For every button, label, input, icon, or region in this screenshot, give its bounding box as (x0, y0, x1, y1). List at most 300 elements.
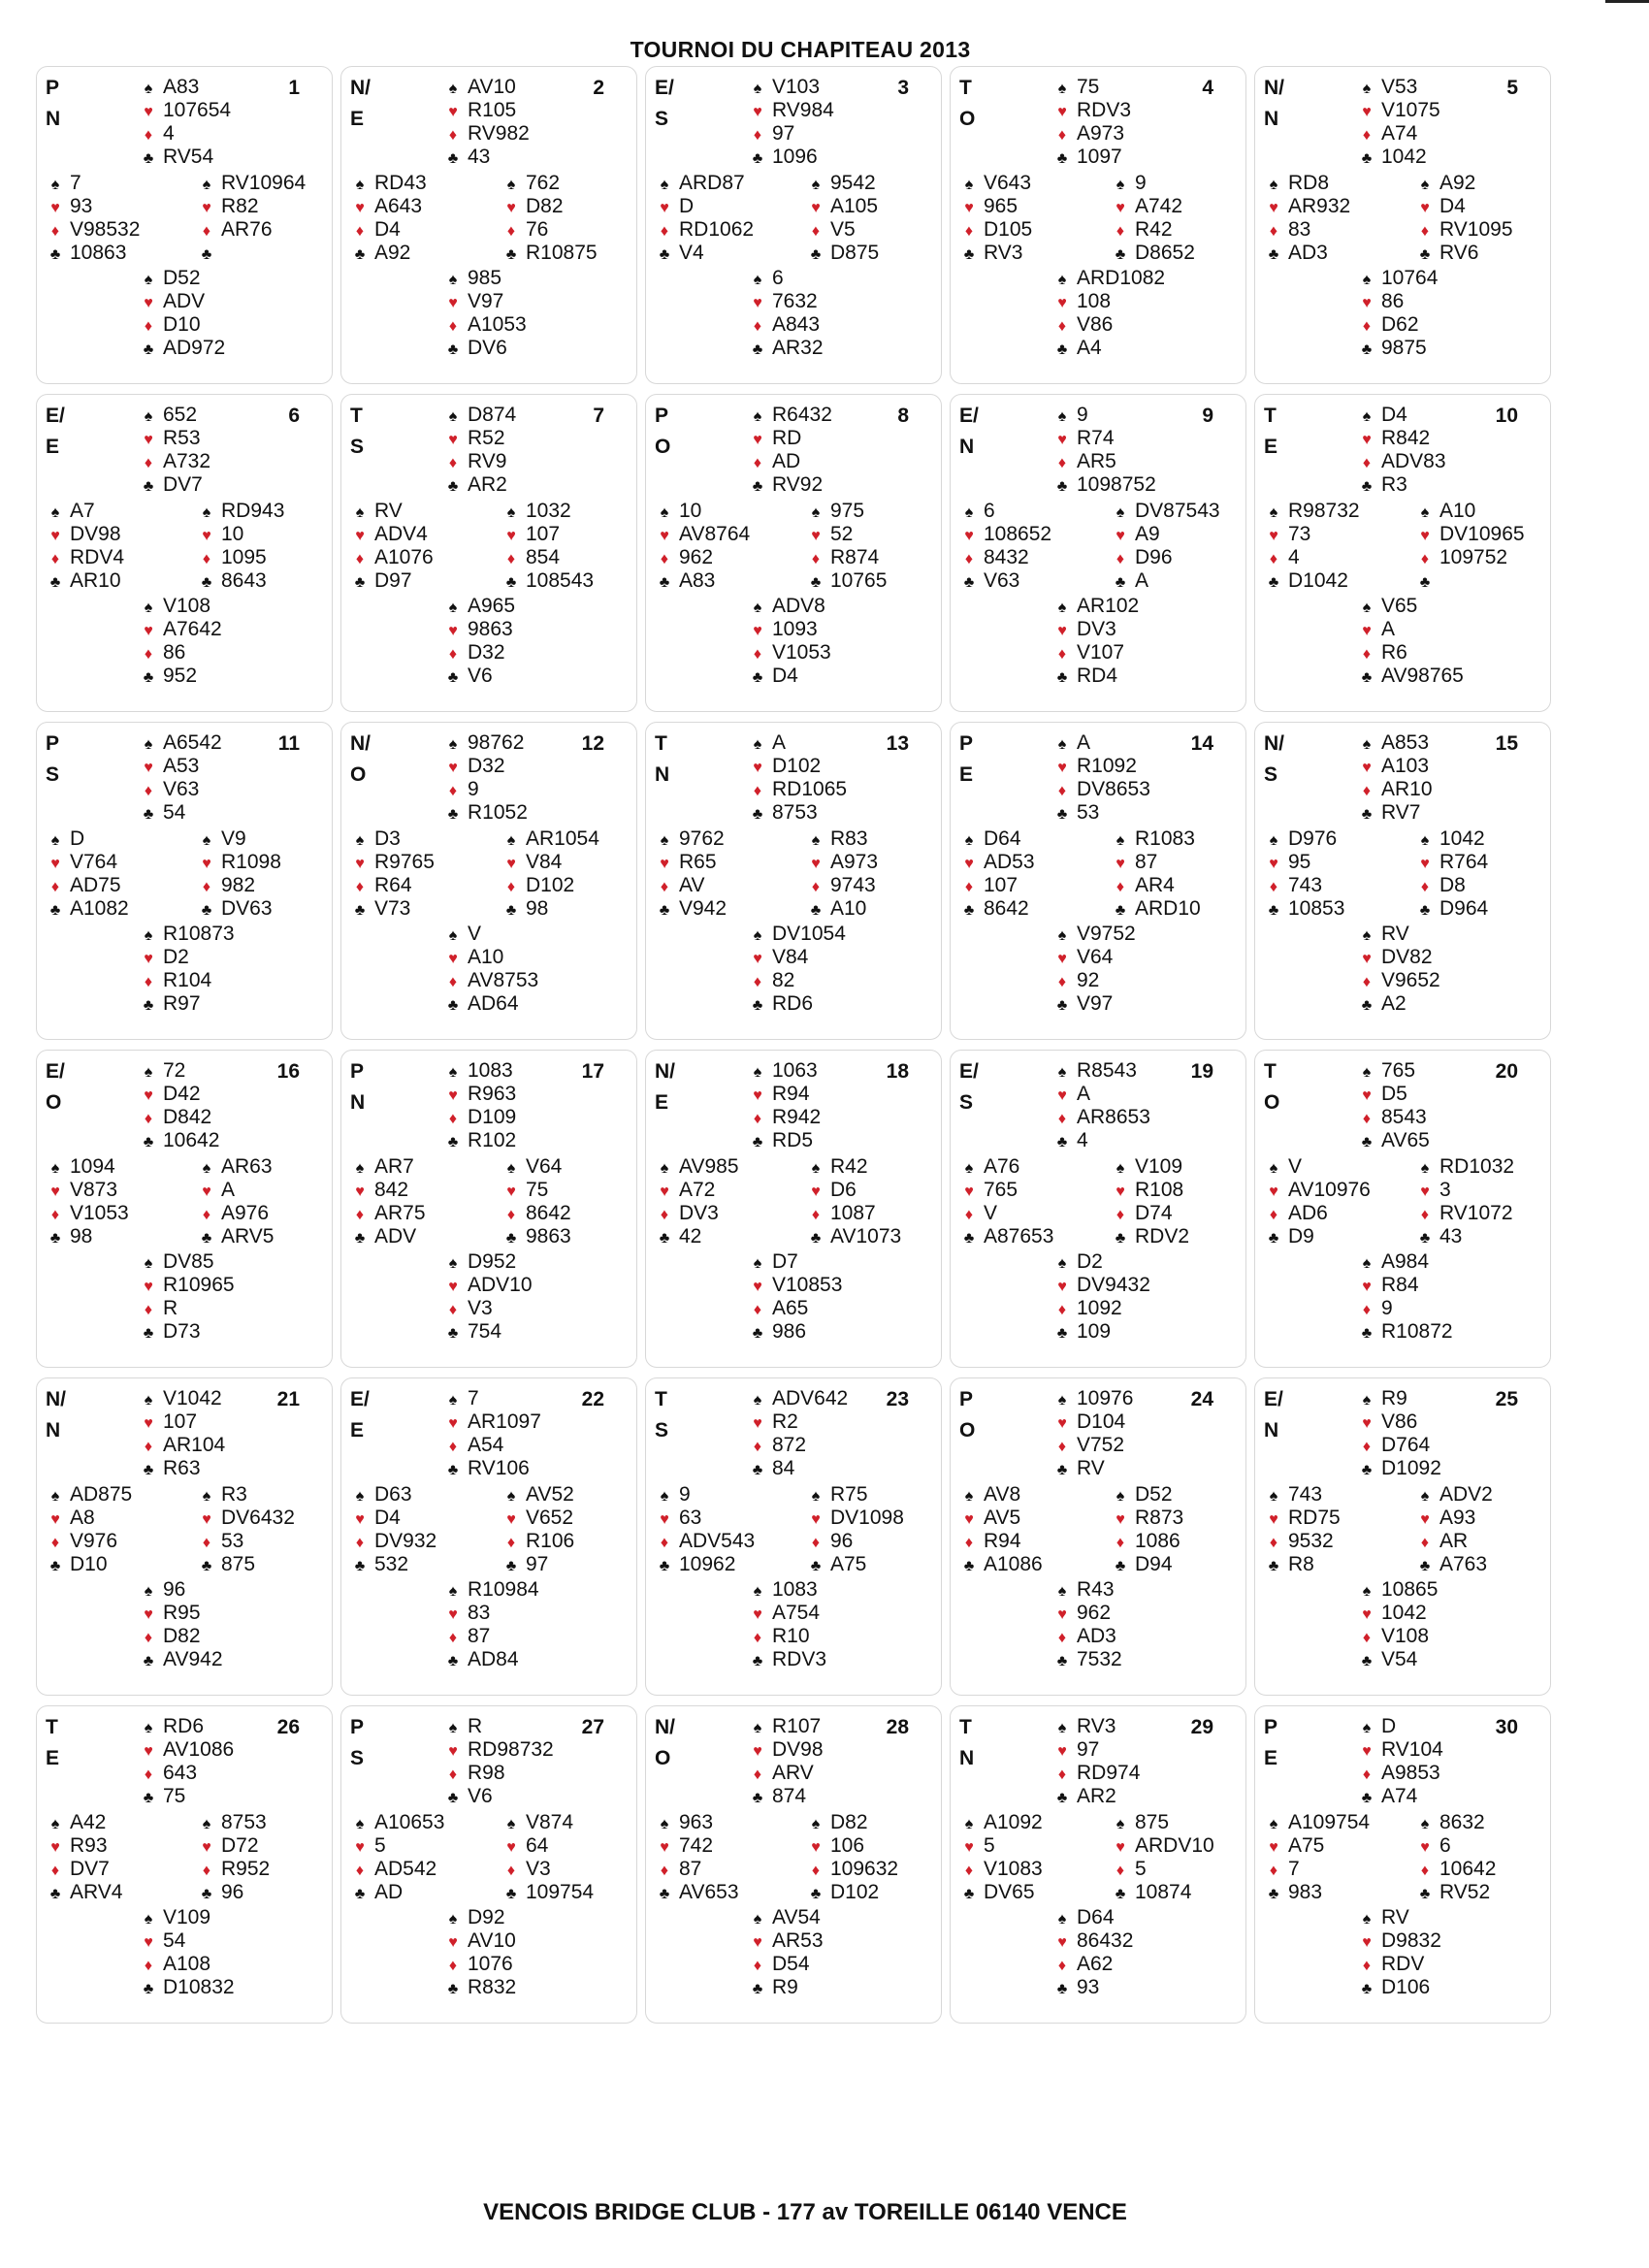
west-club-cards: V4 (679, 242, 704, 264)
south-heart-cards: V64 (1077, 946, 1114, 968)
south-diamond-row (1048, 641, 1139, 664)
east-diamond-row (1410, 1202, 1514, 1225)
east-diamond-row (497, 1530, 574, 1553)
spade-icon: ♠ (964, 1488, 974, 1505)
east-spade-cards: 9542 (830, 172, 876, 194)
north-spade-row (438, 1059, 516, 1083)
south-spade-row (438, 595, 515, 618)
north-heart-cards: R94 (772, 1083, 810, 1105)
south-club-cards: AD64 (468, 992, 519, 1015)
east-club-cards: RDV2 (1135, 1225, 1190, 1247)
south-diamond-row (438, 641, 515, 664)
south-diamond-cards: 92 (1077, 969, 1100, 991)
south-heart-cards: A10 (468, 946, 504, 968)
club-icon: ♣ (659, 1558, 670, 1574)
east-diamond-row (192, 1202, 274, 1225)
north-spade-row (134, 731, 222, 755)
west-spade-row (1259, 500, 1360, 523)
board-dealer-vulnerability (46, 401, 65, 463)
west-diamond-row (41, 218, 140, 242)
west-heart-cards: RD75 (1288, 1507, 1341, 1529)
diamond-icon: ♦ (1420, 1207, 1430, 1223)
dealer-label: T (46, 1716, 58, 1738)
north-hand (1048, 404, 1156, 497)
dealer-label: E/ (1264, 1388, 1283, 1410)
west-heart-cards: 5 (374, 1834, 386, 1857)
west-spade-cards: D (70, 827, 85, 850)
south-diamond-cards: R10 (772, 1625, 810, 1647)
east-spade-row (801, 1155, 901, 1179)
board-number: 12 (581, 732, 604, 755)
dealer-label: E/ (46, 1060, 65, 1083)
east-heart-row (497, 1179, 571, 1202)
east-spade-cards: DV87543 (1135, 500, 1220, 522)
east-club-row (801, 242, 879, 265)
heart-icon: ♥ (202, 1183, 211, 1200)
board-5 (1254, 66, 1551, 384)
diamond-icon: ♦ (1116, 1207, 1125, 1223)
east-club-cards: RV52 (1439, 1881, 1491, 1903)
south-diamond-cards: AD3 (1077, 1625, 1116, 1647)
west-spade-row (1259, 172, 1350, 195)
west-heart-cards: 5 (984, 1834, 995, 1857)
west-spade-cards: D976 (1288, 827, 1338, 850)
west-spade-cards: AV985 (679, 1155, 739, 1178)
north-heart-cards: V1075 (1381, 99, 1440, 121)
west-spade-row (954, 1155, 1053, 1179)
spade-icon: ♠ (660, 832, 669, 849)
club-icon: ♣ (1268, 902, 1279, 919)
south-diamond-row (1048, 1953, 1133, 1976)
heart-icon: ♥ (1057, 951, 1067, 967)
club-icon: ♣ (752, 669, 763, 686)
dealer-label: P (350, 1716, 365, 1738)
north-club-row (1048, 473, 1156, 497)
club-icon: ♣ (963, 1558, 975, 1574)
vulnerability-label: O (46, 1091, 62, 1114)
diamond-icon: ♦ (144, 1630, 153, 1646)
south-diamond-cards: AV8753 (468, 969, 539, 991)
club-icon: ♣ (752, 1981, 763, 1997)
south-spade-cards: 10865 (1381, 1578, 1439, 1601)
south-hand (438, 267, 527, 360)
club-icon: ♣ (1056, 1462, 1068, 1478)
south-diamond-cards: 86 (163, 641, 186, 664)
spade-icon: ♠ (1420, 177, 1430, 193)
south-spade-row (438, 1578, 539, 1602)
diamond-icon: ♦ (50, 879, 60, 895)
north-hand (134, 1715, 234, 1808)
spade-icon: ♠ (1057, 1583, 1067, 1600)
west-club-row (650, 1553, 755, 1576)
west-heart-row (41, 1834, 122, 1858)
west-diamond-cards: AR75 (374, 1202, 426, 1224)
west-club-cards: R8 (1288, 1553, 1314, 1575)
south-heart-row (1352, 1929, 1441, 1953)
south-heart-cards: V10853 (772, 1274, 843, 1296)
south-spade-row (1352, 1250, 1453, 1274)
north-diamond-row (134, 1106, 219, 1129)
west-heart-row (954, 1179, 1053, 1202)
east-diamond-cards: 1086 (1135, 1530, 1180, 1552)
north-hand (743, 404, 832, 497)
north-heart-cards: RV104 (1381, 1738, 1443, 1761)
heart-icon: ♥ (964, 1839, 974, 1856)
east-diamond-row (1106, 1530, 1183, 1553)
east-club-cards: D964 (1439, 897, 1489, 920)
club-icon: ♣ (963, 246, 975, 263)
west-spade-row (954, 827, 1035, 851)
heart-icon: ♥ (144, 1606, 153, 1623)
vulnerability-label: S (655, 1419, 669, 1442)
spade-icon: ♠ (753, 408, 762, 425)
south-diamond-cards: V9652 (1381, 969, 1440, 991)
west-heart-cards: 108652 (984, 523, 1052, 545)
diamond-icon: ♦ (355, 1863, 365, 1879)
north-spade-row (134, 1715, 234, 1738)
east-heart-row (801, 1507, 904, 1530)
diamond-icon: ♦ (1116, 223, 1125, 240)
west-heart-cards: 93 (70, 195, 93, 217)
club-icon: ♣ (49, 1886, 61, 1902)
dealer-label: T (959, 1716, 972, 1738)
club-icon: ♣ (1361, 997, 1373, 1014)
heart-icon: ♥ (506, 528, 516, 544)
club-icon: ♣ (1419, 1230, 1431, 1247)
west-spade-cards: ARD87 (679, 172, 745, 194)
board-29 (950, 1705, 1246, 2024)
north-heart-cards: R1092 (1077, 755, 1137, 777)
west-heart-cards: A72 (679, 1179, 716, 1201)
club-icon: ♣ (1115, 246, 1126, 263)
spade-icon: ♠ (355, 504, 365, 521)
heart-icon: ♥ (1269, 200, 1278, 216)
heart-icon: ♥ (506, 200, 516, 216)
south-spade-cards: V108 (163, 595, 211, 617)
west-club-row (954, 569, 1051, 593)
east-spade-cards: A10 (1439, 500, 1476, 522)
east-club-cards: 9863 (526, 1225, 571, 1247)
north-diamond-cards: AR10 (1381, 778, 1433, 800)
club-icon: ♣ (143, 1134, 154, 1150)
south-spade-cards: D52 (163, 267, 201, 289)
east-club-cards: ARV5 (221, 1225, 275, 1247)
diamond-icon: ♦ (1362, 127, 1372, 144)
diamond-icon: ♦ (506, 879, 516, 895)
north-spade-row (1352, 76, 1440, 99)
boards-grid (36, 66, 1554, 2025)
east-heart-cards: R82 (221, 195, 259, 217)
west-diamond-cards: AD75 (70, 874, 121, 896)
diamond-icon: ♦ (1269, 551, 1278, 567)
board-21 (36, 1377, 333, 1696)
east-hand (497, 172, 598, 265)
diamond-icon: ♦ (144, 1302, 153, 1318)
north-diamond-cards: 97 (772, 122, 795, 145)
east-hand (1410, 500, 1525, 593)
heart-icon: ♥ (144, 295, 153, 311)
club-icon: ♣ (1056, 806, 1068, 823)
north-club-row (1048, 1785, 1140, 1808)
heart-icon: ♥ (753, 1415, 762, 1432)
vulnerability-label: S (959, 1091, 974, 1114)
west-diamond-row (1259, 218, 1350, 242)
south-spade-row (1048, 1906, 1133, 1929)
south-heart-row (134, 1602, 223, 1625)
south-club-cards: RD6 (772, 992, 814, 1015)
south-club-cards: 9875 (1381, 337, 1427, 359)
diamond-icon: ♦ (1362, 1302, 1372, 1318)
club-icon: ♣ (1056, 150, 1068, 167)
west-hand (1259, 1483, 1341, 1576)
north-club-row (1048, 1129, 1150, 1152)
south-heart-cards: DV9432 (1077, 1274, 1150, 1296)
heart-icon: ♥ (202, 1511, 211, 1528)
heart-icon: ♥ (811, 200, 821, 216)
east-spade-cards: AR63 (221, 1155, 273, 1178)
north-club-cards: 8753 (772, 801, 818, 824)
east-heart-row (801, 1834, 898, 1858)
east-club-row (1410, 1881, 1496, 1904)
diamond-icon: ♦ (660, 223, 669, 240)
south-hand (743, 1906, 824, 1999)
north-spade-row (743, 1059, 821, 1083)
vulnerability-label: N (46, 1419, 61, 1442)
spade-icon: ♠ (144, 1064, 153, 1081)
south-diamond-row (438, 1297, 533, 1320)
club-icon: ♣ (1056, 1981, 1068, 1997)
south-heart-row (743, 1602, 826, 1625)
club-icon: ♣ (201, 902, 212, 919)
club-icon: ♣ (143, 1653, 154, 1669)
south-club-cards: DV6 (468, 337, 507, 359)
north-club-cards: V6 (468, 1785, 493, 1807)
north-club-cards: RV106 (468, 1457, 530, 1479)
west-heart-cards: A8 (70, 1507, 95, 1529)
west-diamond-row (650, 1858, 739, 1881)
club-icon: ♣ (143, 1981, 154, 1997)
spade-icon: ♠ (1362, 1255, 1372, 1272)
west-club-row (1259, 897, 1344, 921)
west-diamond-cards: 83 (1288, 218, 1311, 241)
north-diamond-cards: A74 (1381, 122, 1418, 145)
heart-icon: ♥ (1269, 1511, 1278, 1528)
south-club-row (438, 1648, 539, 1671)
club-icon: ♣ (505, 574, 517, 591)
east-diamond-row (1410, 1858, 1496, 1881)
west-club-cards: 10962 (679, 1553, 736, 1575)
east-heart-row (801, 851, 878, 874)
south-spade-cards: D92 (468, 1906, 505, 1928)
north-spade-cards: 1063 (772, 1059, 818, 1082)
diamond-icon: ♦ (202, 551, 211, 567)
board-14 (950, 722, 1246, 1040)
north-spade-row (1352, 1715, 1443, 1738)
south-heart-row (1048, 1602, 1122, 1625)
east-diamond-cards: A976 (221, 1202, 270, 1224)
west-spade-cards: A109754 (1288, 1811, 1371, 1833)
east-spade-cards: D82 (830, 1811, 868, 1833)
heart-icon: ♥ (1420, 856, 1430, 872)
club-icon: ♣ (143, 1790, 154, 1806)
north-spade-row (438, 1387, 541, 1410)
diamond-icon: ♦ (448, 783, 458, 799)
east-spade-row (497, 500, 594, 523)
club-icon: ♣ (505, 1886, 517, 1902)
west-spade-row (345, 1811, 444, 1834)
dealer-label: N/ (350, 732, 371, 755)
club-icon: ♣ (1056, 1790, 1068, 1806)
north-spade-cards: D (1381, 1715, 1397, 1737)
dealer-label: N/ (1264, 77, 1284, 99)
north-diamond-cards: V752 (1077, 1434, 1125, 1456)
south-spade-cards: 96 (163, 1578, 186, 1601)
club-icon: ♣ (1361, 1653, 1373, 1669)
board-number: 17 (581, 1060, 604, 1083)
north-club-row (743, 1457, 848, 1480)
west-spade-cards: D63 (374, 1483, 412, 1506)
north-diamond-row (1352, 1762, 1443, 1785)
club-icon: ♣ (447, 1653, 459, 1669)
north-heart-cards: R842 (1381, 427, 1431, 449)
heart-icon: ♥ (1057, 1087, 1067, 1104)
east-club-cards: A (1135, 569, 1149, 592)
south-spade-cards: R10984 (468, 1578, 539, 1601)
north-diamond-cards: D842 (163, 1106, 212, 1128)
north-club-row (134, 801, 222, 825)
west-spade-cards: AD875 (70, 1483, 133, 1506)
board-dealer-vulnerability (46, 729, 59, 791)
east-spade-cards: D52 (1135, 1483, 1173, 1506)
board-number: 30 (1495, 1716, 1518, 1738)
vulnerability-label: E (655, 1091, 669, 1114)
dealer-label: P (655, 405, 669, 427)
north-spade-row (438, 731, 528, 755)
west-club-cards: A1082 (70, 897, 129, 920)
west-diamond-row (954, 1858, 1043, 1881)
east-spade-row (192, 1483, 295, 1507)
club-icon: ♣ (1361, 1134, 1373, 1150)
east-hand (801, 172, 879, 265)
south-hand (134, 595, 222, 688)
heart-icon: ♥ (355, 1511, 365, 1528)
west-spade-cards: V643 (984, 172, 1032, 194)
west-diamond-cards: A1076 (374, 546, 434, 568)
south-heart-row (1048, 1929, 1133, 1953)
west-diamond-cards: R94 (984, 1530, 1021, 1552)
club-icon: ♣ (447, 341, 459, 358)
south-spade-row (1048, 1250, 1150, 1274)
east-diamond-row (1106, 1858, 1214, 1881)
south-club-cards: A2 (1381, 992, 1406, 1015)
east-club-cards: 875 (221, 1553, 256, 1575)
board-dealer-vulnerability (46, 73, 60, 135)
spade-icon: ♠ (1057, 1720, 1067, 1736)
west-club-row (345, 897, 435, 921)
spade-icon: ♠ (144, 1583, 153, 1600)
east-spade-cards: V109 (1135, 1155, 1183, 1178)
diamond-icon: ♦ (448, 1302, 458, 1318)
east-diamond-row (192, 1530, 295, 1553)
north-diamond-row (438, 1762, 554, 1785)
west-diamond-cards: 4 (1288, 546, 1300, 568)
west-spade-cards: 9 (679, 1483, 691, 1506)
south-club-cards: D10832 (163, 1976, 235, 1998)
heart-icon: ♥ (144, 623, 153, 639)
east-diamond-row (497, 546, 594, 569)
west-hand (1259, 827, 1344, 921)
heart-icon: ♥ (753, 1743, 762, 1760)
east-spade-row (497, 827, 599, 851)
board-dealer-vulnerability (655, 1384, 668, 1446)
club-icon: ♣ (1056, 1325, 1068, 1342)
east-club-row (497, 1553, 574, 1576)
north-club-cards: 54 (163, 801, 186, 824)
west-spade-row (954, 1483, 1043, 1507)
club-icon: ♣ (752, 1653, 763, 1669)
spade-icon: ♠ (660, 1160, 669, 1177)
south-diamond-cards: A62 (1077, 1953, 1114, 1975)
west-diamond-row (650, 1202, 739, 1225)
spade-icon: ♠ (753, 272, 762, 288)
board-12 (340, 722, 637, 1040)
heart-icon: ♥ (964, 200, 974, 216)
north-hand (1048, 76, 1131, 169)
club-icon: ♣ (447, 1790, 459, 1806)
west-club-row (650, 1881, 739, 1904)
west-diamond-row (1259, 1858, 1370, 1881)
heart-icon: ♥ (1362, 1415, 1372, 1432)
heart-icon: ♥ (1116, 528, 1125, 544)
east-spade-row (1106, 1811, 1214, 1834)
spade-icon: ♠ (202, 504, 211, 521)
spade-icon: ♠ (1116, 1816, 1125, 1832)
south-spade-cards: R10873 (163, 923, 235, 945)
north-heart-row (134, 1083, 219, 1106)
east-hand (1106, 827, 1201, 921)
dealer-label: T (1264, 1060, 1277, 1083)
board-dealer-vulnerability (350, 1384, 370, 1446)
south-diamond-row (134, 969, 235, 992)
club-icon: ♣ (1268, 574, 1279, 591)
heart-icon: ♥ (964, 856, 974, 872)
south-heart-cards: R10965 (163, 1274, 235, 1296)
west-club-cards: 10863 (70, 242, 127, 264)
south-heart-row (438, 946, 538, 969)
east-club-cards: A75 (830, 1553, 867, 1575)
east-diamond-cards: 53 (221, 1530, 244, 1552)
spade-icon: ♠ (1362, 736, 1372, 753)
west-heart-cards: A75 (1288, 1834, 1325, 1857)
diamond-icon: ♦ (964, 879, 974, 895)
north-spade-cards: 9 (1077, 404, 1088, 426)
east-diamond-cards: RV1095 (1439, 218, 1513, 241)
spade-icon: ♠ (144, 599, 153, 616)
diamond-icon: ♦ (1420, 1863, 1430, 1879)
south-spade-row (1048, 923, 1136, 946)
west-diamond-row (1259, 1530, 1341, 1553)
heart-icon: ♥ (660, 856, 669, 872)
dealer-label: E/ (350, 1388, 370, 1410)
spade-icon: ♠ (753, 1583, 762, 1600)
south-diamond-row (438, 313, 527, 337)
north-heart-row (438, 1738, 554, 1762)
north-diamond-row (134, 122, 231, 146)
south-spade-row (743, 923, 846, 946)
east-club-cards: 96 (221, 1881, 244, 1903)
west-heart-cards: AR932 (1288, 195, 1351, 217)
club-icon: ♣ (49, 1558, 61, 1574)
